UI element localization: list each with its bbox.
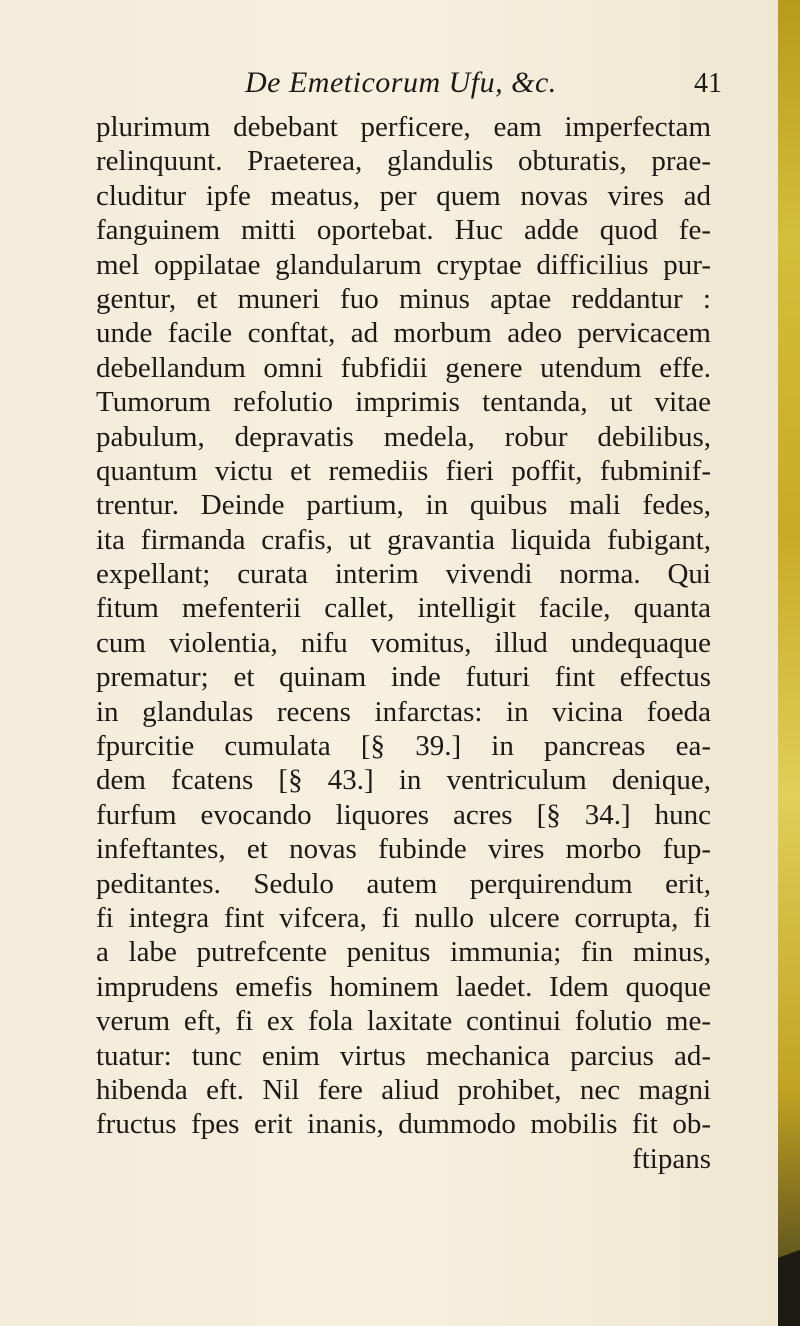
text-line: verum eft, fi ex fola laxitate continui folutio me- [96,1005,711,1038]
text-line: fanguinem mitti oportebat. Huc adde quod fe- [96,214,711,247]
text-line: pabulum, depravatis medela, robur debilibus, [96,420,711,453]
text-line: fpurcitie cumulata [§ 39.] in pancreas ea- [96,730,711,763]
text-line: Tumorum refolutio imprimis tentanda, ut vitae [96,386,711,419]
text-line: mel oppilatae glandularum cryptae difficilius pur- [96,248,711,281]
text-line: in glandulas recens infarctas: in vicina foeda [96,695,711,728]
text-line: unde facile conftat, ad morbum adeo pervicacem [96,317,711,350]
running-head-title: De Emeticorum Ufu, &c. [245,66,557,99]
text-line: debellandum omni fubfidii genere utendum effe. [96,351,711,384]
text-line: dem fcatens [§ 43.] in ventriculum denique, [96,764,711,797]
text-line: expellant; curata interim vivendi norma. Qui [96,558,711,591]
text-line: hibenda eft. Nil fere aliud prohibet, nec magni [96,1073,711,1106]
text-line: furfum evocando liquores acres [§ 34.] hunc [96,798,711,831]
text-line: fi integra fint vifcera, fi nullo ulcere corrupta, fi [96,901,711,934]
text-line: peditantes. Sedulo autem perquirendum erit, [96,867,711,900]
text-line: fructus fpes erit inanis, dummodo mobilis fit ob- [96,1108,711,1141]
text-line: gentur, et muneri fuo minus aptae reddantur : [96,282,711,315]
text-line: plurimum debebant perficere, eam imperfectam [96,111,711,143]
page-number: 41 [694,68,722,99]
text-line: tuatur: tunc enim virtus mechanica parcius ad- [96,1039,711,1072]
running-head [0,66,780,110]
page-edge [778,0,800,1326]
text-line: quantum victu et remediis fieri poffit, fubminif- [96,454,711,487]
text-line: relinquunt. Praeterea, glandulis obturatis, prae- [96,145,711,178]
text-line: trentur. Deinde partium, in quibus mali fedes, [96,489,711,522]
page-corner-shadow [778,1206,800,1326]
text-line: ita firmanda crafis, ut gravantia liquida fubigant, [96,523,711,556]
text-line: imprudens emefis hominem laedet. Idem quoque [96,970,711,1003]
catchword: ftipans [632,1142,711,1175]
text-line: a labe putrefcente penitus immunia; fin minus, [96,936,711,969]
text-line: cum violentia, nifu vomitus, illud undequaque [96,626,711,659]
text-line: prematur; et quinam inde futuri fint effectus [96,661,711,694]
body-text [96,110,711,1176]
text-line: fitum mefenterii callet, intelligit facile, quanta [96,592,711,625]
text-line: cluditur ipfe meatus, per quem novas vires ad [96,179,711,212]
text-line: infeftantes, et novas fubinde vires morbo fup- [96,833,711,866]
